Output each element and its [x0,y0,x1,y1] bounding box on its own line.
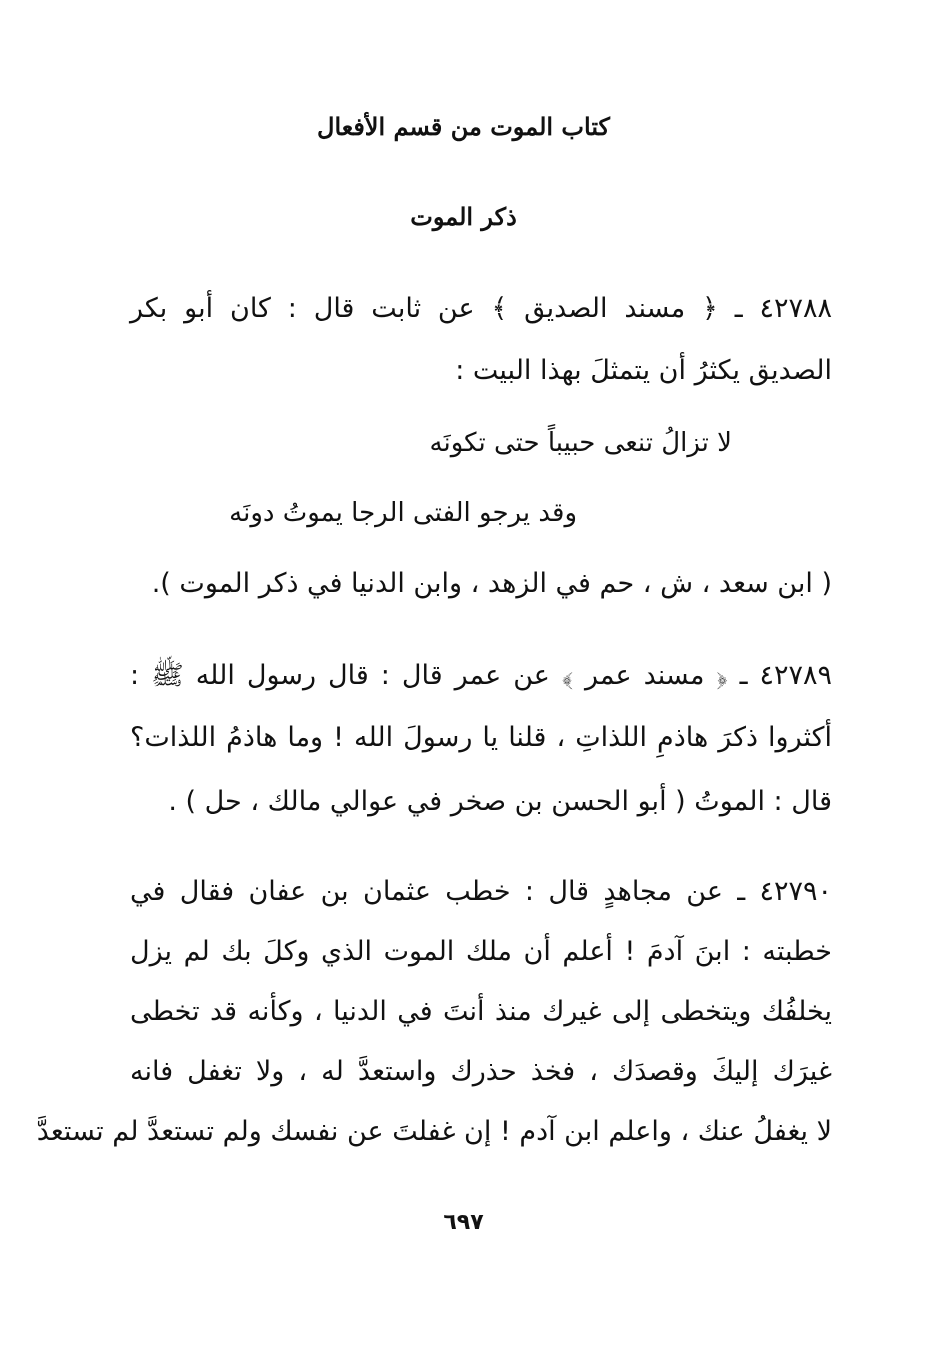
section-title: ذكر الموت [410,202,517,231]
hadith-42790-line-4: غيرَك إليكَ وقصدَك ، فخذ حذرك واستعدَّ له ، ولا تغفل فانه [130,1056,832,1087]
hadith-42788-line-2: الصديق يكثرُ أن يتمثلَ بهذا البيت : [455,355,832,386]
hadith-42790-line-2: خطبته : ابنَ آدمَ ! أعلم أن ملك الموت الذي وكلَ بك لم يزل [130,936,832,967]
hadith-42788-source: ( ابن سعد ، ش ، حم في الزهد ، وابن الدنيا في ذكر الموت ). [151,568,832,599]
hadith-42790-line-1: ٤٢٧٩٠ ـ عن مجاهدٍ قال : خطب عثمان بن عفان فقال في [130,876,832,907]
book-title: كتاب الموت من قسم الأفعال [317,112,610,141]
hadith-42789-line-2: أكثروا ذكرَ هاذمِ اللذاتِ ، قلنا يا رسولَ الله ! وما هاذمُ اللذات؟ [130,722,832,753]
hadith-42790-line-3: يخلفُك ويتخطى إلى غيرك منذ أنتَ في الدنيا ، وكأنه قد تخطى [130,996,832,1027]
verse-line-2: وقد يرجو الفتى الرجا يموتُ دونَه [229,498,577,528]
hadith-42789-line-1: ٤٢٧٨٩ ـ ﴿ مسند عمر ﴾ عن عمر قال : قال رسول الله ﷺ : [130,660,832,691]
hadith-42789-line-3: قال : الموتُ ( أبو الحسن بن صخر في عوالي مالك ، حل ) . [168,786,832,817]
verse-line-1: لا تزالُ تنعى حبيباً حتى تكونَه [429,428,732,458]
page-number: ٦٩٧ [443,1210,484,1235]
hadith-42790-line-5: لا يغفلُ عنك ، واعلم ابن آدم ! إن غفلتَ عن نفسك ولم تستعدَّ لم تستعدَّ [36,1116,832,1147]
hadith-42788-line-1: ٤٢٧٨٨ ـ ﴿ مسند الصديق ﴾ عن ثابت قال : كان أبو بكر [130,293,832,324]
